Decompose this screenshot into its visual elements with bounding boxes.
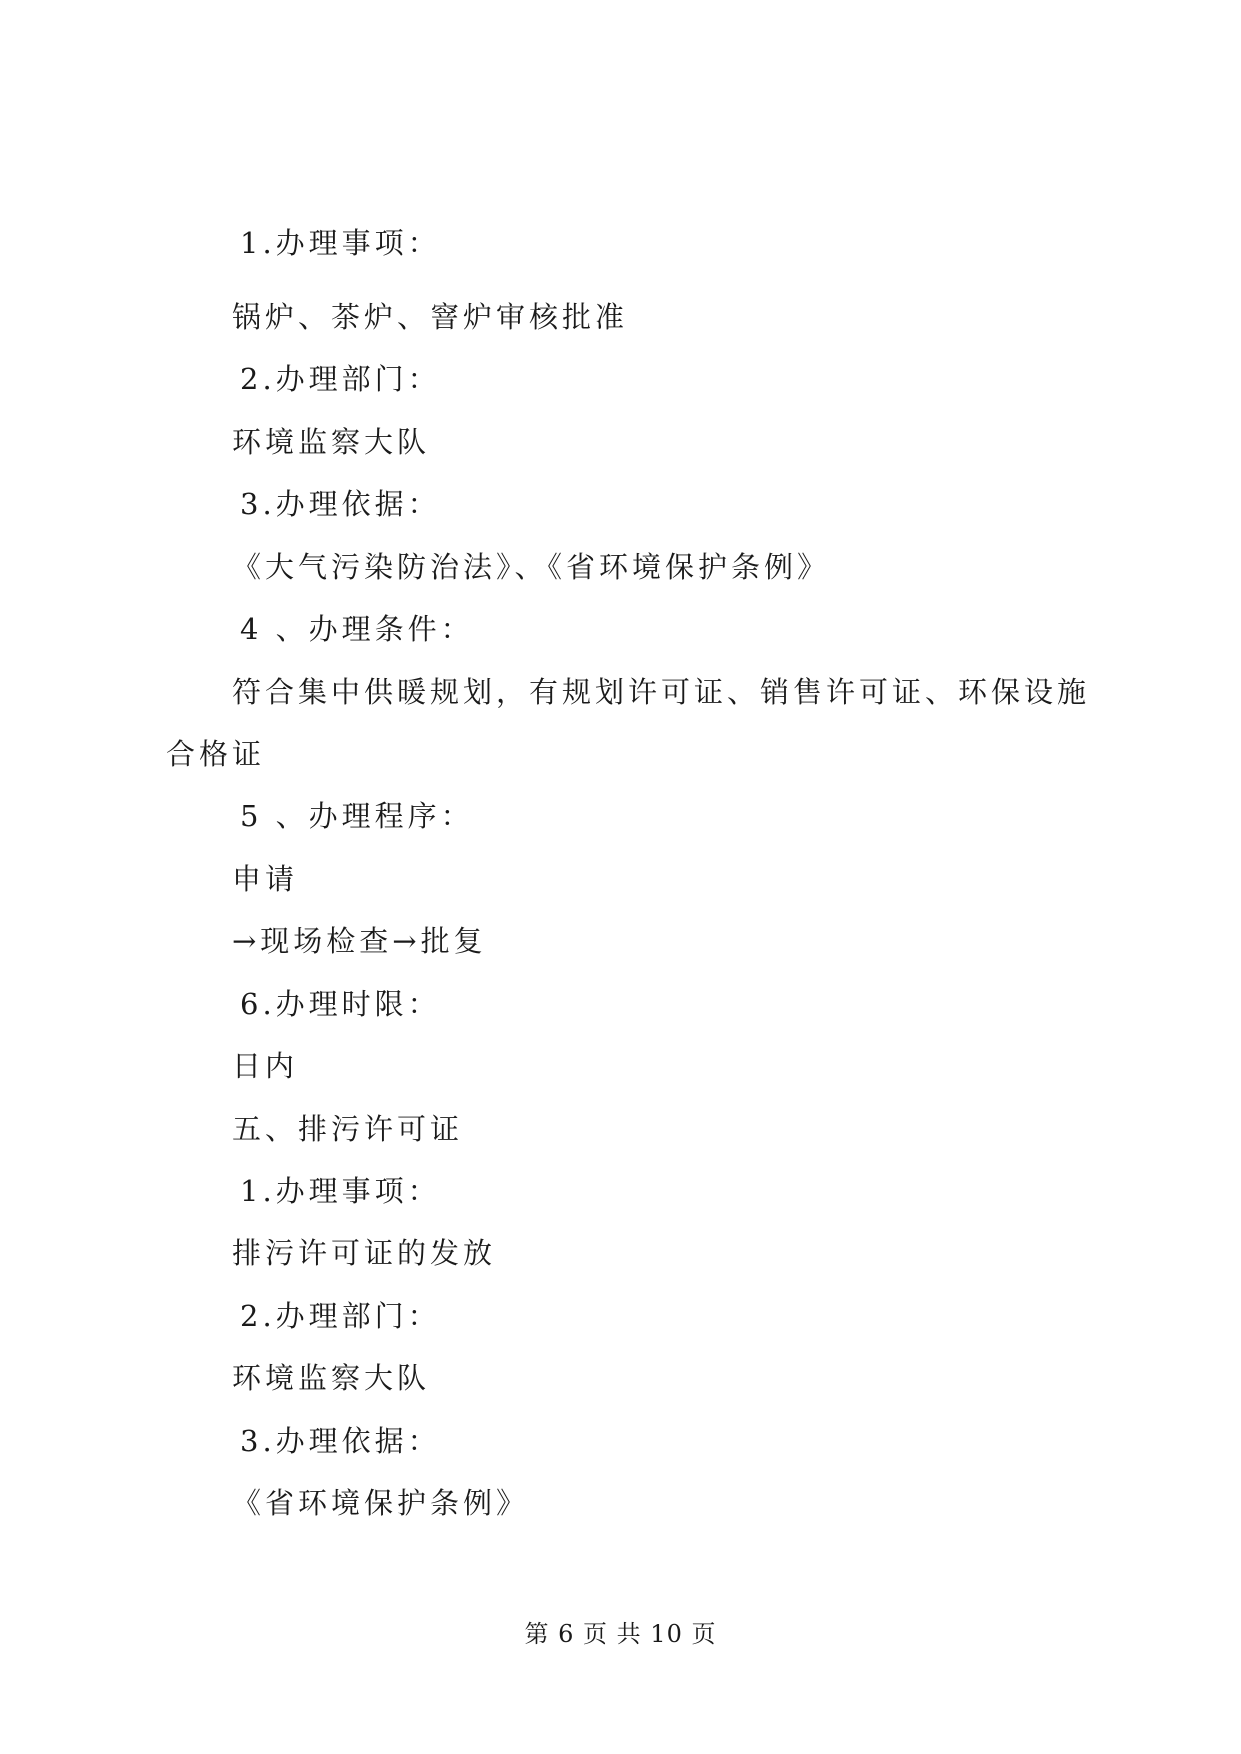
- paragraph: 环境监察大队: [232, 1361, 431, 1395]
- paragraph: 合格证: [166, 737, 266, 771]
- paragraph: 3.办理依据：: [240, 1424, 441, 1458]
- paragraph: →现场检查→批复: [232, 924, 487, 958]
- paragraph: 《大气污染防治法》、《省环境保护条例》: [232, 550, 831, 584]
- paragraph: 5 、办理程序：: [240, 799, 474, 833]
- paragraph: 4 、办理条件：: [240, 612, 474, 646]
- page-footer: 第 6 页 共 10 页: [524, 1620, 717, 1648]
- paragraph: 排污许可证的发放: [232, 1236, 497, 1270]
- paragraph: 锅炉、茶炉、窨炉审核批准: [232, 300, 629, 334]
- paragraph: 2.办理部门：: [240, 362, 441, 396]
- paragraph: 符合集中供暖规划，有规划许可证、销售许可证、环保设施: [232, 675, 1091, 709]
- paragraph: 日内: [232, 1049, 299, 1083]
- paragraph: 申请: [232, 862, 299, 896]
- paragraph: 6.办理时限：: [240, 987, 441, 1021]
- paragraph: 环境监察大队: [232, 425, 431, 459]
- paragraph: 《省环境保护条例》: [232, 1486, 530, 1520]
- paragraph: 3.办理依据：: [240, 487, 441, 521]
- paragraph: 1.办理事项：: [240, 226, 441, 260]
- paragraph: 2.办理部门：: [240, 1299, 441, 1333]
- paragraph: 1.办理事项：: [240, 1174, 441, 1208]
- section-heading: 五、排污许可证: [232, 1112, 464, 1146]
